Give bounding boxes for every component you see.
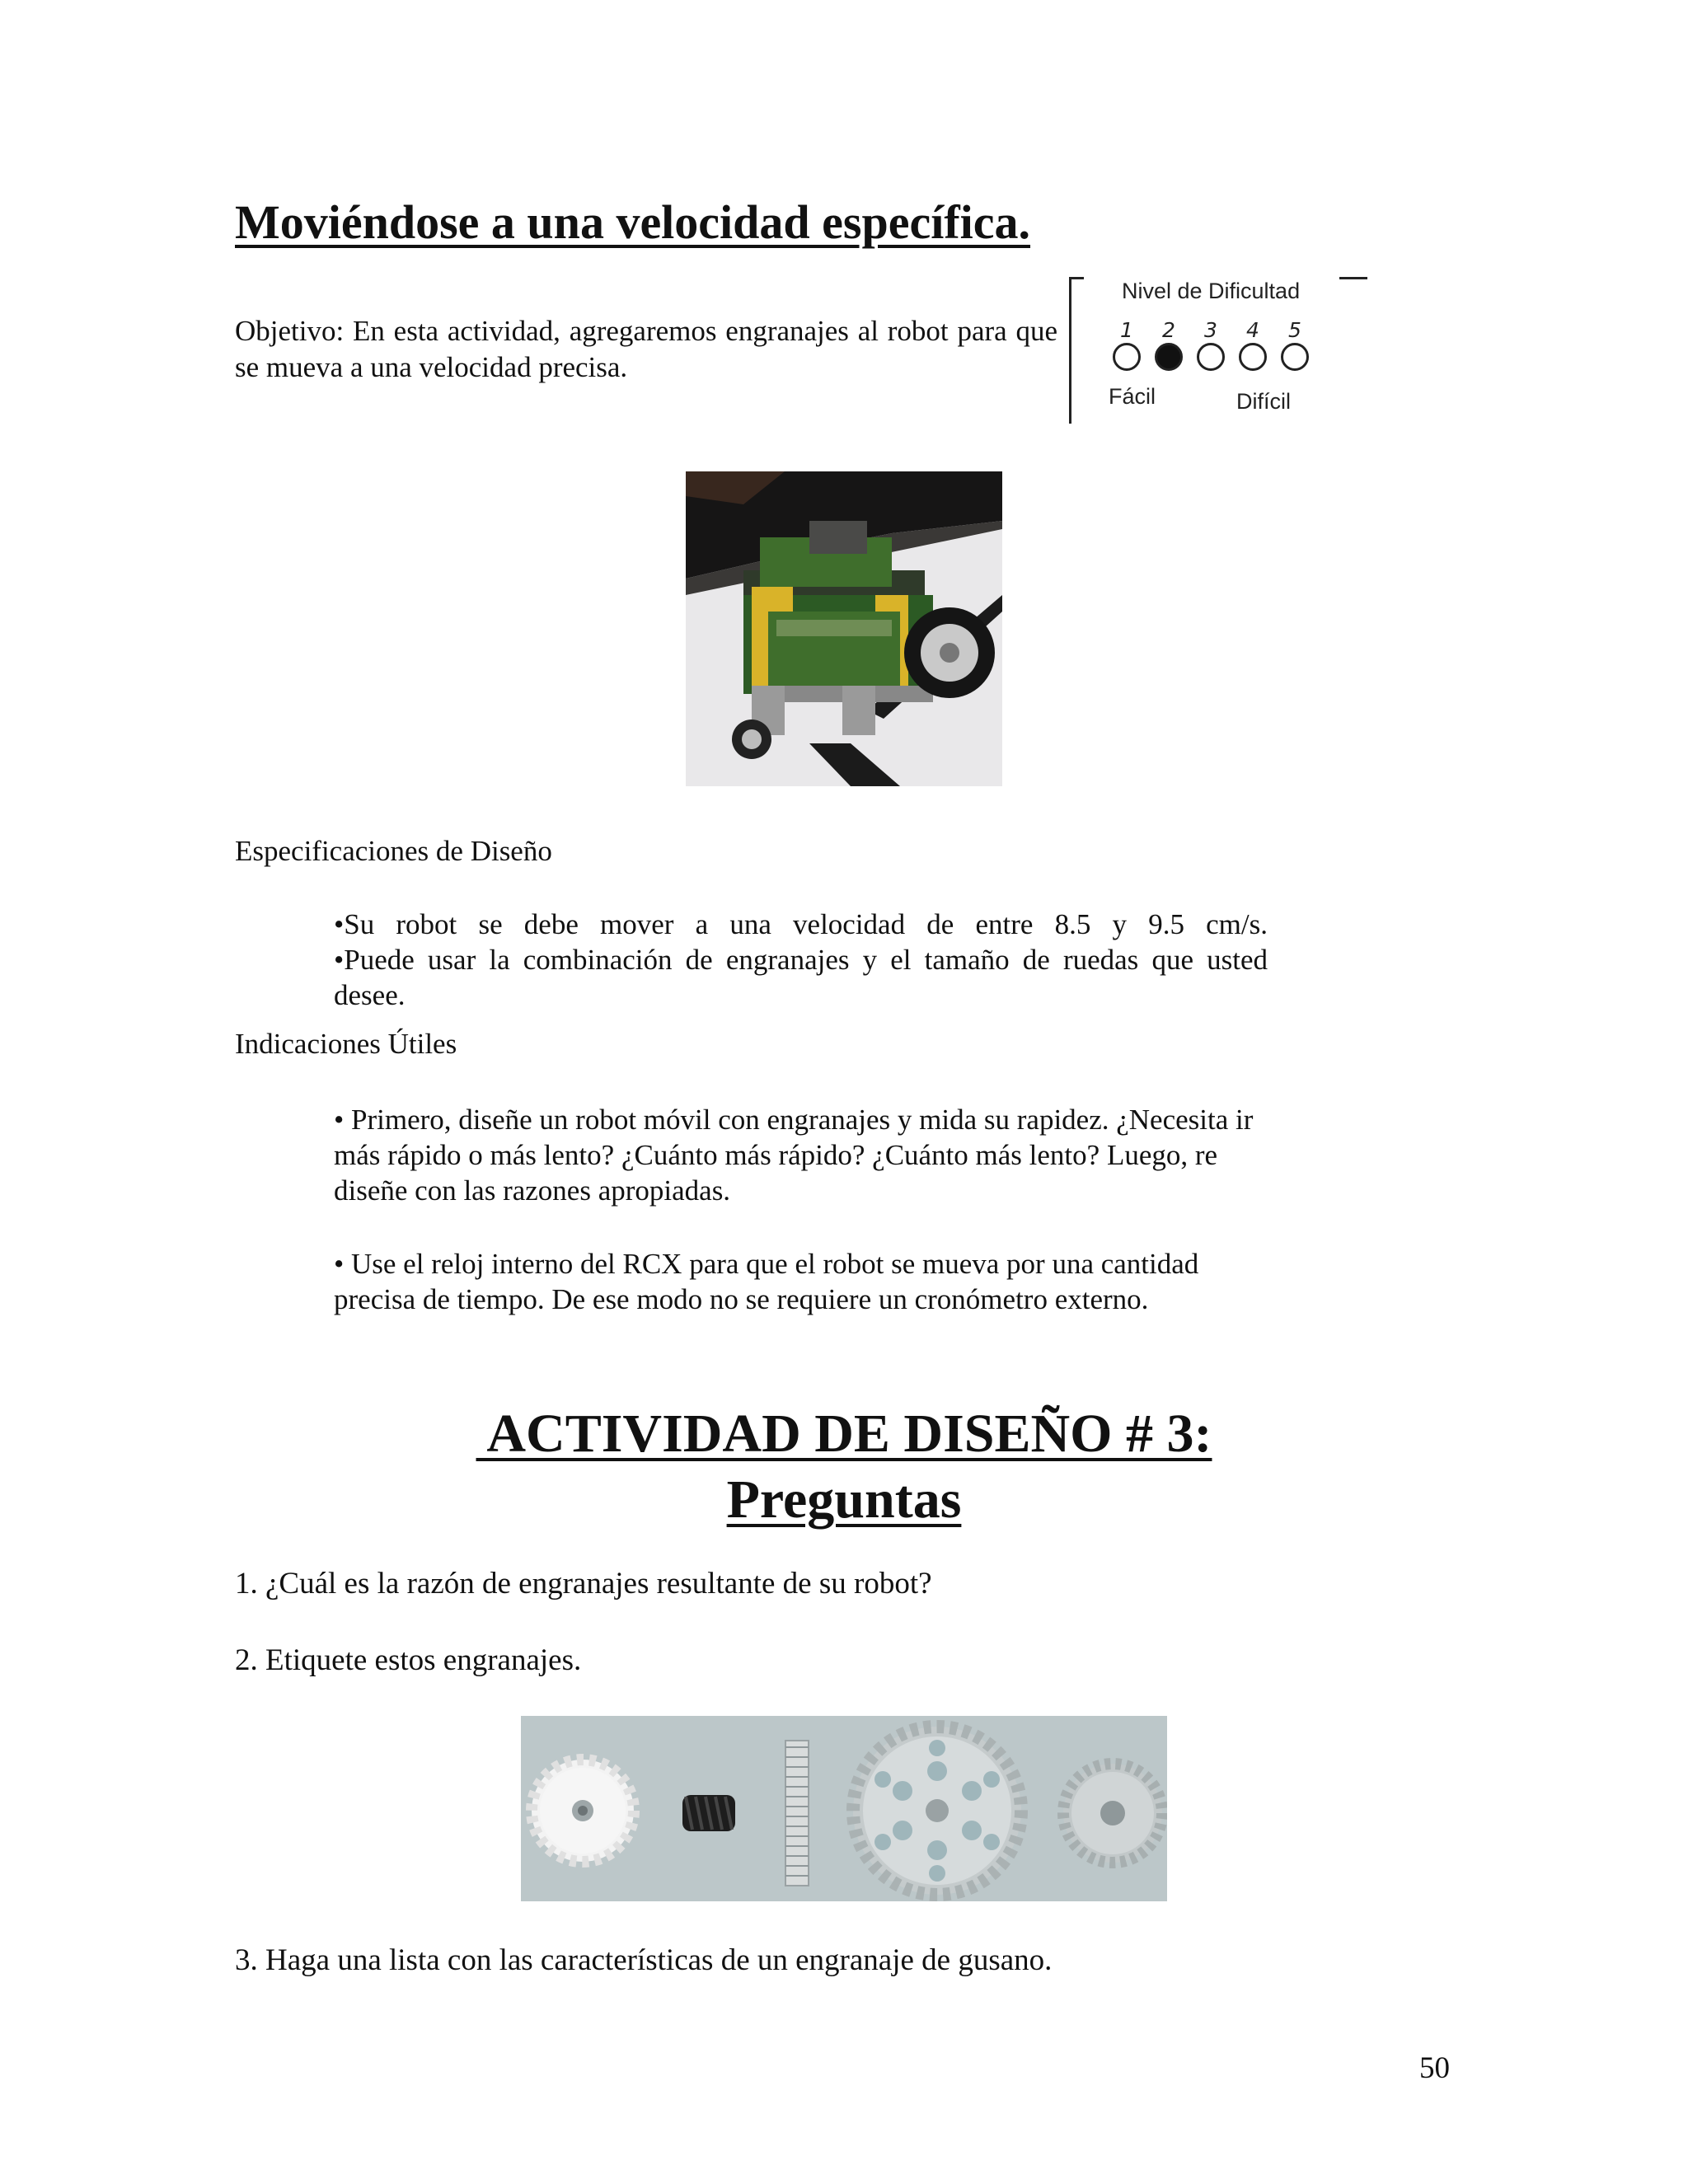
section-title-line2: Preguntas xyxy=(726,1469,962,1530)
hint-item: • Use el reloj interno del RCX para que el robot se mueva por una cantidad precisa de tiempo. De ese modo no se requiere un cronómetro externo. xyxy=(334,1248,1199,1315)
design-specs-list xyxy=(334,907,1268,1013)
difficulty-level-circle xyxy=(1113,343,1141,371)
difficulty-scale xyxy=(1067,262,1372,427)
spur-gear-large xyxy=(853,1727,1021,1895)
difficulty-level-number: 3 xyxy=(1204,318,1217,342)
question-2: 2. Etiquete estos engranajes. xyxy=(235,1643,582,1677)
difficulty-level-number: 5 xyxy=(1288,318,1301,342)
section-title-line1: ACTIVIDAD DE DISEÑO # 3: xyxy=(476,1404,1212,1464)
difficulty-frame-tick xyxy=(1339,277,1367,279)
page-number: 50 xyxy=(1419,2051,1450,2085)
robot-photo xyxy=(686,471,1002,786)
hint-item: • Primero, diseñe un robot móvil con engranajes y mida su rapidez. ¿Necesita ir más rápido o más lento? ¿Cuánto más rápido? ¿Cuánto más lento? Luego, re diseñe con las razones apropiadas. xyxy=(334,1104,1254,1207)
section-title xyxy=(0,1401,1688,1533)
design-spec-item: •Puede usar la combinación de engranajes y el tamaño de ruedas que usted desee. xyxy=(334,944,1268,1011)
difficulty-level-numbers xyxy=(1110,318,1357,343)
objective-text: Objetivo: En esta actividad, agregaremos engranajes al robot para que se mueva a una velocidad precisa. xyxy=(235,315,1057,383)
question-3: 3. Haga una lista con las características de un engranaje de gusano. xyxy=(235,1943,1053,1977)
difficulty-level-circle xyxy=(1281,343,1309,371)
spur-gear-small-white xyxy=(532,1760,634,1862)
difficulty-level-number: 2 xyxy=(1162,318,1175,342)
page-title: Moviéndose a una velocidad específica. xyxy=(235,195,1031,249)
difficulty-level-circle xyxy=(1155,343,1183,371)
difficulty-level-number: 1 xyxy=(1120,318,1133,342)
difficulty-title: Nivel de Dificultad xyxy=(1122,279,1301,303)
gears-photo xyxy=(521,1716,1167,1901)
difficulty-level-circle xyxy=(1239,343,1267,371)
hints-heading: Indicaciones Útiles xyxy=(235,1028,457,1060)
difficulty-level-number: 4 xyxy=(1246,318,1259,342)
spur-gear-medium xyxy=(1063,1764,1162,1863)
worm-gear xyxy=(682,1795,735,1831)
difficulty-easy-label: Fácil xyxy=(1109,384,1156,409)
design-specs-heading: Especificaciones de Diseño xyxy=(235,835,552,867)
difficulty-hard-label: Difícil xyxy=(1236,389,1291,414)
question-1: 1. ¿Cuál es la razón de engranajes resultante de su robot? xyxy=(235,1567,932,1601)
difficulty-level-circle xyxy=(1197,343,1225,371)
gear-rack xyxy=(785,1741,809,1886)
difficulty-level-circles xyxy=(1110,343,1357,377)
difficulty-frame-line xyxy=(1069,277,1071,424)
difficulty-frame-tick xyxy=(1069,277,1084,279)
design-spec-item: •Su robot se debe mover a una velocidad de entre 8.5 y 9.5 cm/s. xyxy=(334,908,1268,940)
